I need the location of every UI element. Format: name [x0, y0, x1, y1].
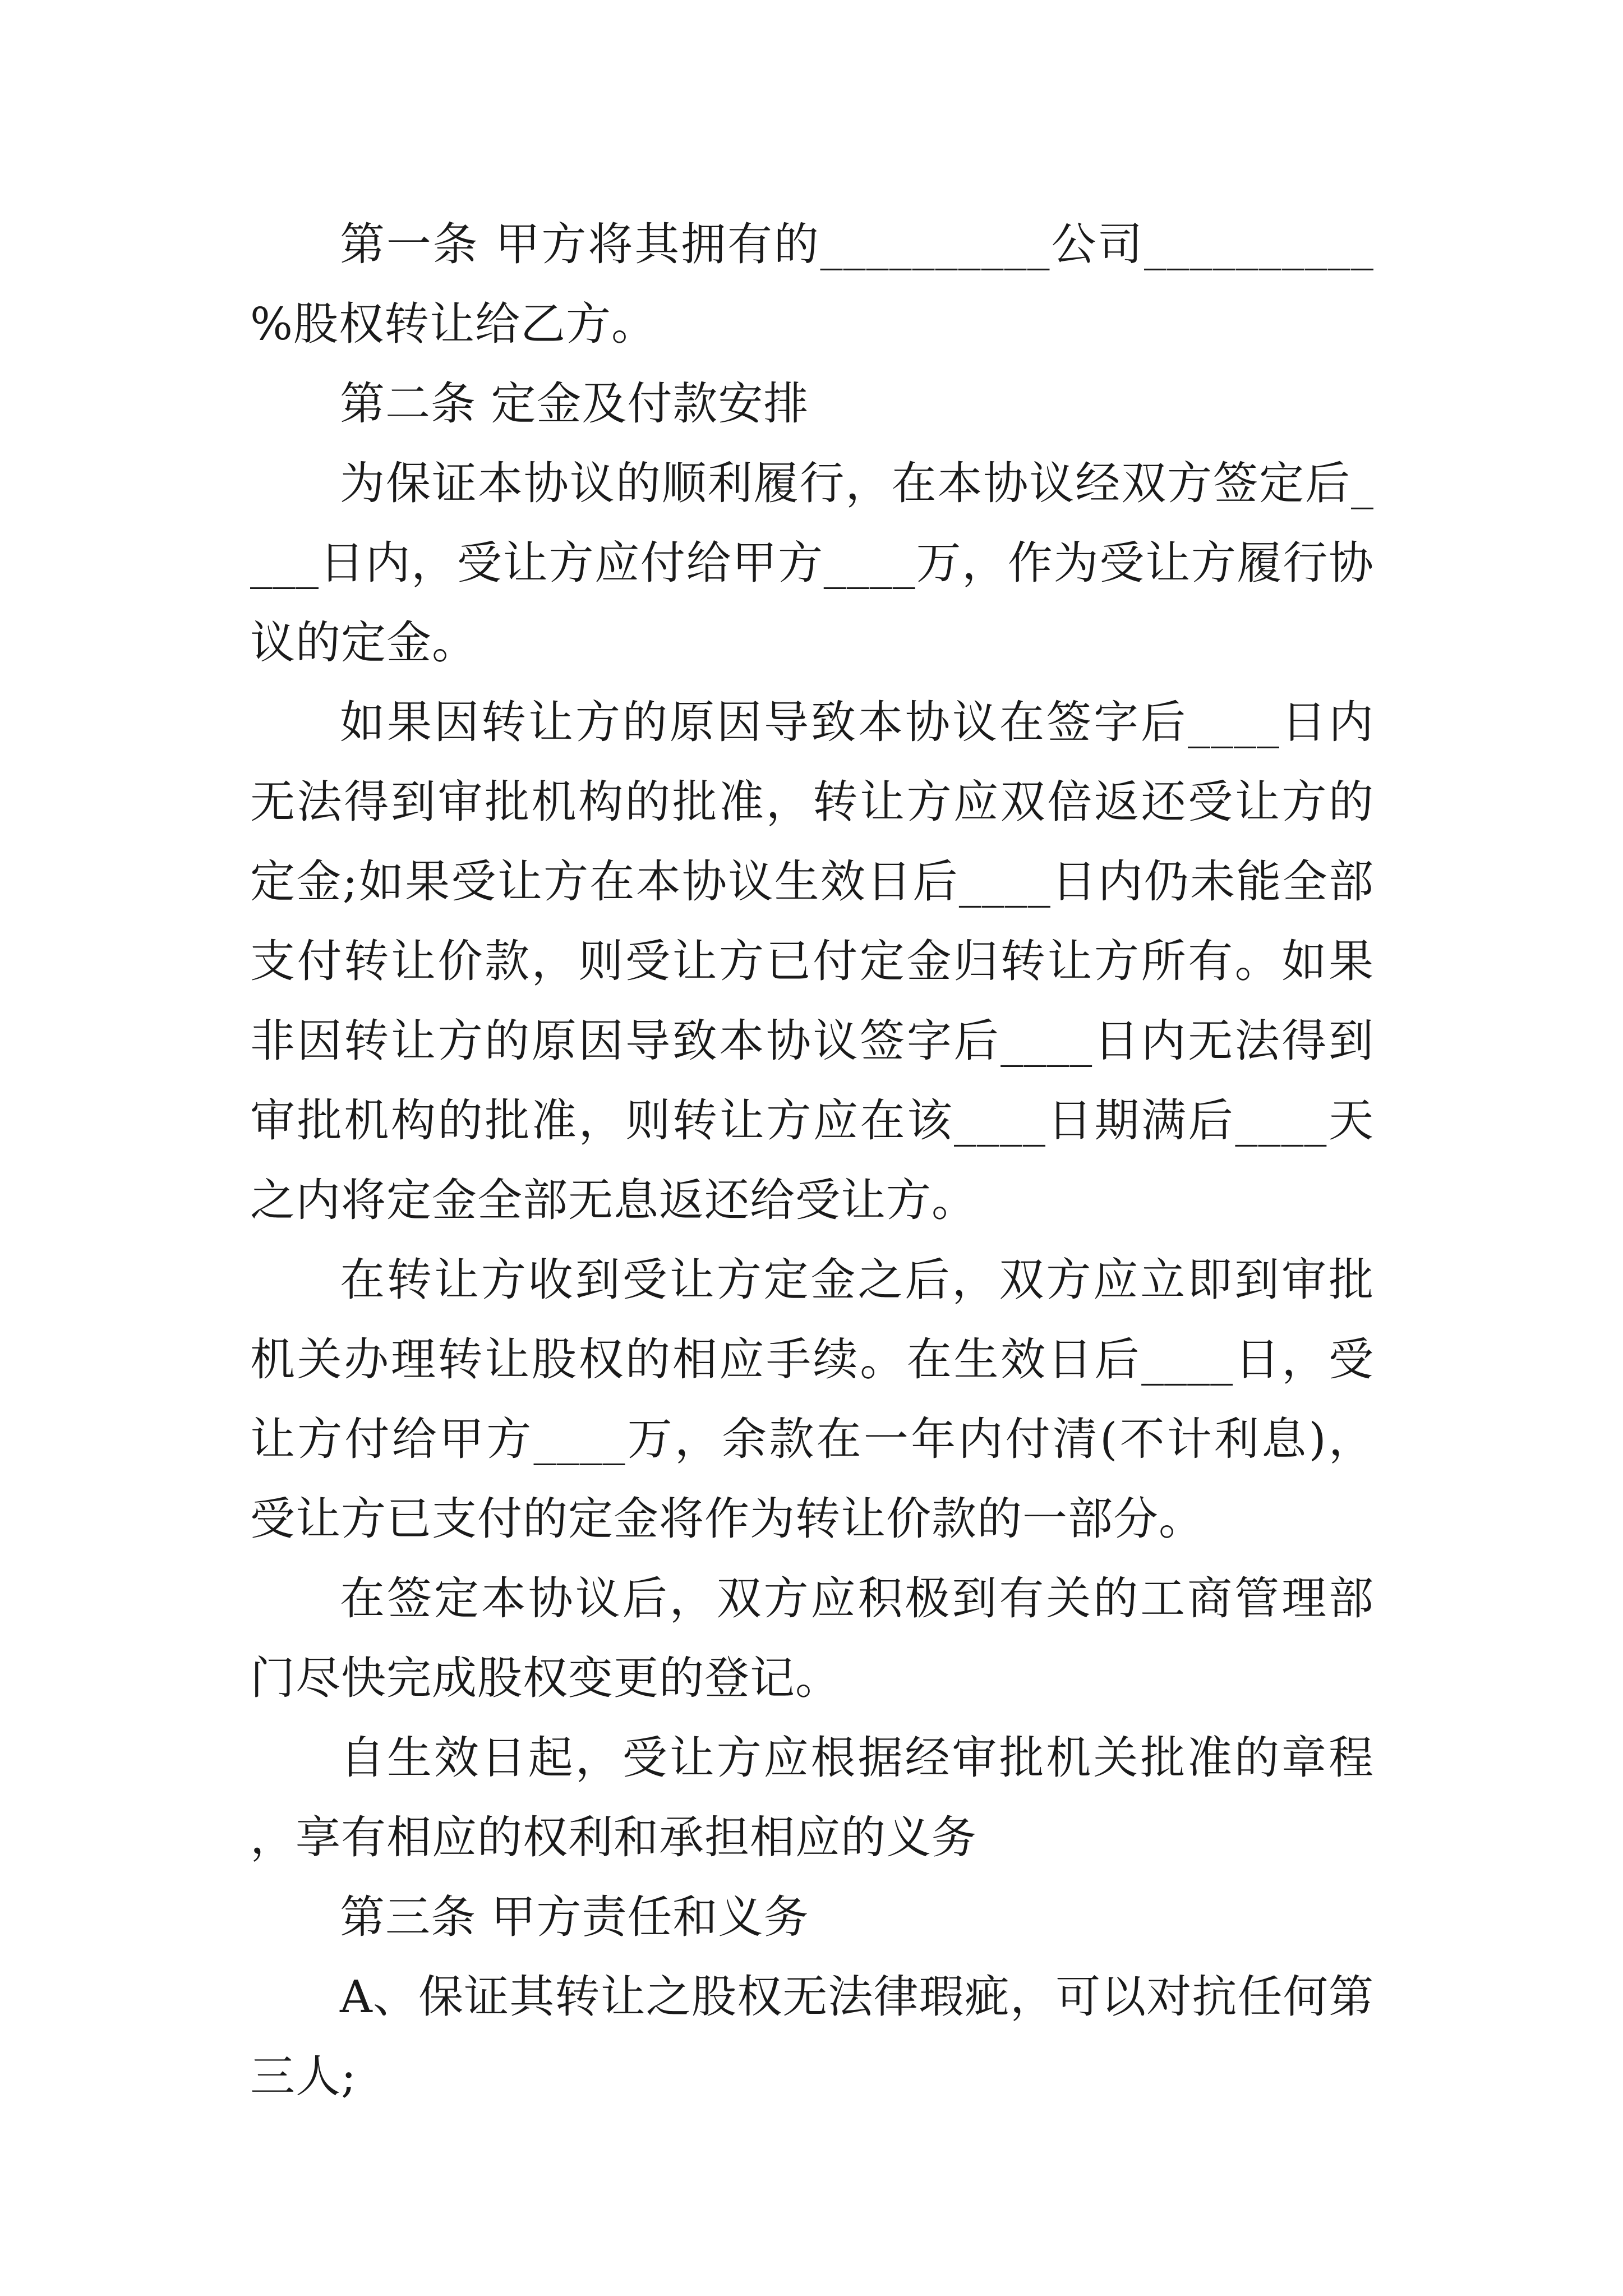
deposit-paragraph: 为保证本协议的顺利履行，在本协议经双方签定后____日内，受让方应付给甲方____万，作为受让方履行协议的定金。	[250, 457, 1374, 669]
article-1-paragraph: 第一条 甲方将其拥有的__________公司__________%股权转让给乙方。	[250, 218, 1374, 350]
approval-failure-paragraph: 如果因转让方的原因导致本协议在签字后____日内无法得到审批机构的批准，转让方应双倍返还受让方的定金;如果受让方在本协议生效日后____日内仍未能全部支付转让价款，则受让方已付定金归转让方所有。如果非因转让方的原因导致本协议签字后____日内无法得到审批机构的批准，则转让方应在该____日期满后____天之内将定金全部无息返还给受让方。	[250, 696, 1374, 1226]
rights-obligations-paragraph: 自生效日起，受让方应根据经审批机关批准的章程，享有相应的权利和承担相应的义务	[250, 1732, 1374, 1864]
payment-procedure-paragraph: 在转让方收到受让方定金之后，双方应立即到审批机关办理转让股权的相应手续。在生效日后____日，受让方付给甲方____万，余款在一年内付清(不计利息)，受让方已支付的定金将作为转让价款的一部分。	[250, 1254, 1374, 1545]
registration-paragraph: 在签定本协议后，双方应积极到有关的工商管理部门尽快完成股权变更的登记。	[250, 1572, 1374, 1704]
article-3-heading: 第三条 甲方责任和义务	[340, 1891, 809, 1943]
article-2-heading: 第二条 定金及付款安排	[340, 378, 809, 430]
document-body	[250, 205, 1374, 2116]
clause-a-paragraph: A、保证其转让之股权无法律瑕疵，可以对抗任何第三人;	[250, 1971, 1374, 2102]
